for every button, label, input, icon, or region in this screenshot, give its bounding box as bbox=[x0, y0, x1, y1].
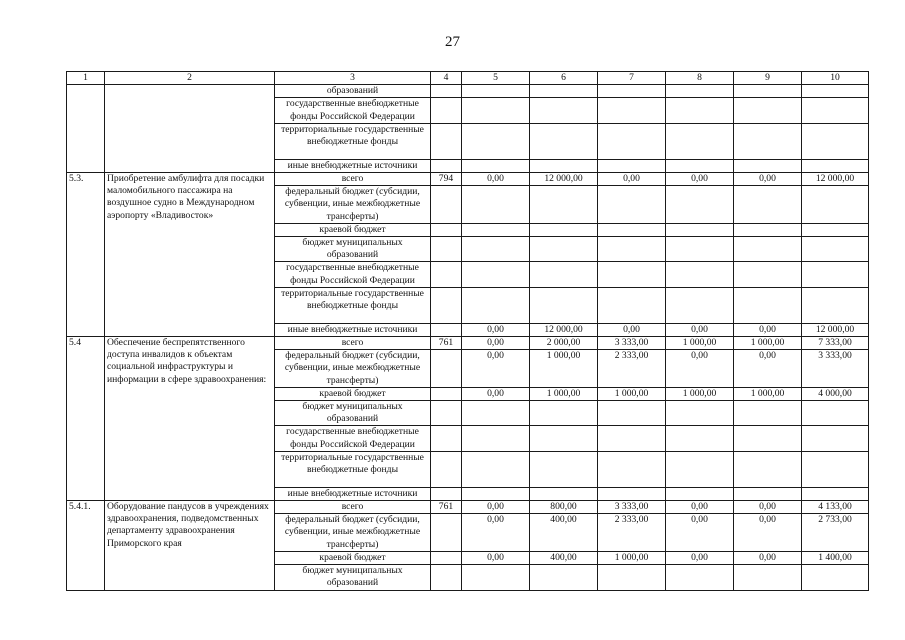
amount-cell bbox=[734, 159, 802, 172]
header-cell: 5 bbox=[462, 72, 530, 85]
amount-value: 0,00 bbox=[691, 514, 708, 526]
amount-cell bbox=[802, 426, 869, 451]
amount-cell bbox=[802, 337, 869, 350]
funding-source-cell: бюджет муниципальных образований bbox=[275, 565, 431, 590]
code-cell bbox=[431, 186, 462, 224]
code-cell bbox=[431, 487, 462, 500]
amount-cell bbox=[734, 426, 802, 451]
amount-cell bbox=[802, 85, 869, 98]
amount-cell bbox=[598, 501, 666, 514]
amount-cell bbox=[598, 287, 666, 323]
amount-cell bbox=[598, 159, 666, 172]
amount-cell bbox=[802, 387, 869, 400]
amount-cell bbox=[666, 262, 734, 287]
amount-cell bbox=[802, 173, 869, 186]
amount-cell bbox=[530, 551, 598, 564]
funding-source-cell: иные внебюджетные источники bbox=[275, 159, 431, 172]
amount-value: 0,00 bbox=[487, 173, 504, 185]
funding-source-cell: иные внебюджетные источники bbox=[275, 487, 431, 500]
amount-cell bbox=[802, 514, 869, 552]
header-cell: 3 bbox=[275, 72, 431, 85]
table-row bbox=[67, 501, 869, 514]
funding-source-cell: государственные внебюджетные фонды Российской Федерации bbox=[275, 262, 431, 287]
amount-cell bbox=[666, 514, 734, 552]
amount-value: 1 000,00 bbox=[546, 350, 581, 362]
item-number-cell: 5.4 bbox=[67, 337, 105, 501]
amount-cell bbox=[462, 186, 530, 224]
amount-cell bbox=[530, 287, 598, 323]
code-cell bbox=[431, 287, 462, 323]
amount-cell bbox=[598, 451, 666, 487]
amount-cell bbox=[666, 287, 734, 323]
amount-value: 0,00 bbox=[487, 387, 504, 399]
amount-value: 12 000,00 bbox=[815, 173, 855, 185]
item-number-cell: 5.3. bbox=[67, 173, 105, 337]
amount-cell bbox=[530, 323, 598, 336]
amount-cell bbox=[802, 287, 869, 323]
amount-cell bbox=[802, 501, 869, 514]
funding-source-cell: всего bbox=[275, 337, 431, 350]
budget-table bbox=[66, 71, 869, 591]
amount-cell bbox=[666, 501, 734, 514]
amount-cell bbox=[462, 401, 530, 426]
amount-cell bbox=[734, 565, 802, 590]
amount-cell bbox=[666, 401, 734, 426]
amount-cell bbox=[734, 337, 802, 350]
amount-value: 0,00 bbox=[759, 173, 776, 185]
amount-value: 12 000,00 bbox=[544, 323, 583, 335]
amount-cell bbox=[462, 262, 530, 287]
amount-cell bbox=[666, 186, 734, 224]
amount-cell bbox=[462, 98, 530, 123]
amount-cell bbox=[530, 451, 598, 487]
amount-value: 0,00 bbox=[487, 323, 504, 335]
amount-cell bbox=[462, 223, 530, 236]
amount-value: 0,00 bbox=[487, 501, 504, 513]
amount-cell bbox=[530, 262, 598, 287]
amount-cell bbox=[598, 98, 666, 123]
header-cell: 9 bbox=[734, 72, 802, 85]
amount-cell bbox=[530, 514, 598, 552]
amount-cell bbox=[462, 387, 530, 400]
amount-cell bbox=[462, 123, 530, 159]
amount-cell bbox=[666, 98, 734, 123]
code-cell bbox=[431, 262, 462, 287]
amount-cell bbox=[462, 323, 530, 336]
amount-cell bbox=[666, 565, 734, 590]
funding-source-cell: территориальные государственные внебюджетные фонды bbox=[275, 287, 431, 323]
code-cell bbox=[431, 350, 462, 388]
amount-cell bbox=[598, 401, 666, 426]
amount-cell bbox=[666, 85, 734, 98]
funding-source-cell: территориальные государственные внебюджетные фонды bbox=[275, 123, 431, 159]
amount-value: 1 000,00 bbox=[682, 337, 717, 349]
amount-cell bbox=[598, 223, 666, 236]
code-cell bbox=[431, 426, 462, 451]
amount-value: 0,00 bbox=[759, 350, 776, 362]
amount-cell bbox=[802, 123, 869, 159]
code-cell bbox=[431, 123, 462, 159]
amount-cell bbox=[734, 186, 802, 224]
amount-cell bbox=[734, 123, 802, 159]
amount-cell bbox=[530, 487, 598, 500]
funding-source-cell: краевой бюджет bbox=[275, 551, 431, 564]
code-cell bbox=[431, 159, 462, 172]
funding-source-cell: государственные внебюджетные фонды Российской Федерации bbox=[275, 98, 431, 123]
amount-cell bbox=[598, 514, 666, 552]
amount-cell bbox=[598, 186, 666, 224]
item-number-cell: 5.4.1. bbox=[67, 501, 105, 590]
amount-cell bbox=[802, 565, 869, 590]
amount-value: 0,00 bbox=[691, 323, 708, 335]
amount-cell bbox=[802, 487, 869, 500]
amount-cell bbox=[530, 426, 598, 451]
amount-cell bbox=[734, 350, 802, 388]
amount-value: 800,00 bbox=[550, 501, 577, 513]
amount-cell bbox=[802, 401, 869, 426]
amount-value: 3 333,00 bbox=[818, 350, 852, 362]
amount-cell bbox=[598, 551, 666, 564]
amount-value: 0,00 bbox=[487, 337, 504, 349]
amount-cell bbox=[802, 451, 869, 487]
amount-cell bbox=[666, 173, 734, 186]
funding-source-cell: иные внебюджетные источники bbox=[275, 323, 431, 336]
amount-value: 0,00 bbox=[487, 551, 504, 563]
amount-cell bbox=[598, 350, 666, 388]
amount-cell bbox=[530, 223, 598, 236]
code-cell: 794 bbox=[431, 173, 462, 186]
amount-cell bbox=[598, 262, 666, 287]
amount-value: 1 000,00 bbox=[750, 387, 785, 399]
code-cell bbox=[431, 551, 462, 564]
amount-cell bbox=[802, 551, 869, 564]
funding-source-cell: федеральный бюджет (субсидии, субвенции, иные межбюджетные трансферты) bbox=[275, 514, 431, 552]
amount-cell bbox=[734, 85, 802, 98]
funding-source-cell: территориальные государственные внебюджетные фонды bbox=[275, 451, 431, 487]
amount-cell bbox=[734, 98, 802, 123]
amount-cell bbox=[666, 159, 734, 172]
amount-cell bbox=[666, 237, 734, 262]
table-row bbox=[67, 85, 869, 98]
amount-cell bbox=[462, 565, 530, 590]
amount-cell bbox=[734, 451, 802, 487]
amount-value: 0,00 bbox=[759, 501, 776, 513]
item-number-cell bbox=[67, 85, 105, 173]
amount-cell bbox=[734, 487, 802, 500]
funding-source-cell: федеральный бюджет (субсидии, субвенции, иные межбюджетные трансферты) bbox=[275, 350, 431, 388]
amount-cell bbox=[598, 323, 666, 336]
table-row bbox=[67, 173, 869, 186]
amount-cell bbox=[530, 186, 598, 224]
amount-cell bbox=[802, 159, 869, 172]
amount-value: 1 000,00 bbox=[750, 337, 785, 349]
amount-cell bbox=[598, 387, 666, 400]
amount-cell bbox=[598, 123, 666, 159]
code-cell bbox=[431, 565, 462, 590]
amount-cell bbox=[530, 237, 598, 262]
amount-cell bbox=[462, 514, 530, 552]
item-name-cell: Обеспечение беспрепятственного доступа инвалидов к объектам социальной инфраструктуры и информации в сфере здравоохранения: bbox=[105, 337, 275, 501]
funding-source-cell: бюджет муниципальных образований bbox=[275, 401, 431, 426]
header-cell: 1 bbox=[67, 72, 105, 85]
amount-cell bbox=[462, 337, 530, 350]
amount-cell bbox=[598, 487, 666, 500]
item-name-cell bbox=[105, 85, 275, 173]
amount-value: 4 000,00 bbox=[818, 387, 852, 399]
amount-value: 0,00 bbox=[487, 350, 504, 362]
amount-cell bbox=[462, 173, 530, 186]
amount-value: 1 000,00 bbox=[614, 387, 649, 399]
amount-cell bbox=[734, 387, 802, 400]
amount-cell bbox=[530, 159, 598, 172]
header-cell: 8 bbox=[666, 72, 734, 85]
amount-cell bbox=[598, 237, 666, 262]
amount-value: 12 000,00 bbox=[815, 323, 855, 335]
amount-cell bbox=[598, 85, 666, 98]
amount-cell bbox=[530, 387, 598, 400]
amount-value: 0,00 bbox=[691, 173, 708, 185]
amount-cell bbox=[530, 565, 598, 590]
amount-cell bbox=[462, 85, 530, 98]
funding-source-cell: бюджет муниципальных образований bbox=[275, 237, 431, 262]
amount-cell bbox=[802, 350, 869, 388]
amount-cell bbox=[462, 451, 530, 487]
amount-value: 0,00 bbox=[691, 551, 708, 563]
amount-cell bbox=[666, 551, 734, 564]
funding-source-cell: всего bbox=[275, 501, 431, 514]
amount-cell bbox=[734, 262, 802, 287]
code-cell: 761 bbox=[431, 501, 462, 514]
amount-cell bbox=[530, 337, 598, 350]
amount-cell bbox=[462, 350, 530, 388]
amount-value: 2 000,00 bbox=[546, 337, 581, 349]
funding-source-cell: всего bbox=[275, 173, 431, 186]
code-cell bbox=[431, 98, 462, 123]
page-number: 27 bbox=[445, 34, 460, 50]
amount-cell bbox=[666, 323, 734, 336]
amount-value: 0,00 bbox=[623, 323, 640, 335]
code-cell: 761 bbox=[431, 337, 462, 350]
amount-cell bbox=[666, 426, 734, 451]
amount-value: 1 000,00 bbox=[614, 551, 649, 563]
code-cell bbox=[431, 451, 462, 487]
amount-value: 0,00 bbox=[623, 173, 640, 185]
amount-value: 0,00 bbox=[487, 514, 504, 526]
funding-source-cell: государственные внебюджетные фонды Российской Федерации bbox=[275, 426, 431, 451]
item-name-cell: Оборудование пандусов в учреждениях здравоохранения, подведомственных департаменту здравоохранения Приморского края bbox=[105, 501, 275, 590]
code-cell bbox=[431, 223, 462, 236]
header-cell: 7 bbox=[598, 72, 666, 85]
amount-cell bbox=[598, 426, 666, 451]
funding-source-cell: федеральный бюджет (субсидии, субвенции, иные межбюджетные трансферты) bbox=[275, 186, 431, 224]
amount-cell bbox=[598, 565, 666, 590]
amount-value: 400,00 bbox=[550, 514, 577, 526]
funding-source-cell: краевой бюджет bbox=[275, 387, 431, 400]
amount-cell bbox=[530, 401, 598, 426]
funding-source-cell: образований bbox=[275, 85, 431, 98]
amount-value: 0,00 bbox=[691, 350, 708, 362]
amount-cell bbox=[666, 487, 734, 500]
amount-value: 3 333,00 bbox=[614, 337, 649, 349]
code-cell bbox=[431, 401, 462, 426]
amount-cell bbox=[666, 451, 734, 487]
header-cell: 2 bbox=[105, 72, 275, 85]
amount-cell bbox=[666, 223, 734, 236]
amount-value: 0,00 bbox=[759, 514, 776, 526]
amount-cell bbox=[734, 287, 802, 323]
amount-value: 400,00 bbox=[550, 551, 577, 563]
amount-cell bbox=[462, 487, 530, 500]
amount-cell bbox=[734, 501, 802, 514]
amount-cell bbox=[530, 85, 598, 98]
amount-value: 4 133,00 bbox=[818, 501, 852, 513]
code-cell bbox=[431, 387, 462, 400]
item-name-cell: Приобретение амбулифта для посадки маломобильного пассажира на воздушное судно в Международном аэропорту «Владивосток» bbox=[105, 173, 275, 337]
amount-cell bbox=[462, 159, 530, 172]
amount-cell bbox=[734, 401, 802, 426]
amount-cell bbox=[734, 514, 802, 552]
amount-value: 0,00 bbox=[759, 551, 776, 563]
amount-value: 1 000,00 bbox=[546, 387, 581, 399]
amount-cell bbox=[734, 223, 802, 236]
amount-cell bbox=[666, 387, 734, 400]
code-cell bbox=[431, 323, 462, 336]
amount-value: 2 333,00 bbox=[614, 350, 649, 362]
funding-source-cell: краевой бюджет bbox=[275, 223, 431, 236]
amount-value: 7 333,00 bbox=[818, 337, 852, 349]
header-cell: 4 bbox=[431, 72, 462, 85]
amount-cell bbox=[462, 237, 530, 262]
amount-cell bbox=[530, 173, 598, 186]
header-cell: 10 bbox=[802, 72, 869, 85]
amount-cell bbox=[462, 501, 530, 514]
amount-cell bbox=[530, 123, 598, 159]
amount-cell bbox=[734, 173, 802, 186]
amount-cell bbox=[598, 337, 666, 350]
amount-cell bbox=[462, 551, 530, 564]
header-cell: 6 bbox=[530, 72, 598, 85]
amount-cell bbox=[802, 98, 869, 123]
amount-value: 12 000,00 bbox=[544, 173, 583, 185]
table-row bbox=[67, 337, 869, 350]
amount-value: 0,00 bbox=[759, 323, 776, 335]
amount-cell bbox=[734, 237, 802, 262]
amount-cell bbox=[734, 323, 802, 336]
amount-cell bbox=[802, 237, 869, 262]
amount-cell bbox=[530, 350, 598, 388]
amount-value: 2 333,00 bbox=[614, 514, 649, 526]
amount-value: 1 400,00 bbox=[818, 551, 852, 563]
amount-cell bbox=[462, 287, 530, 323]
code-cell bbox=[431, 237, 462, 262]
amount-cell bbox=[666, 337, 734, 350]
amount-cell bbox=[734, 551, 802, 564]
amount-cell bbox=[462, 426, 530, 451]
amount-cell bbox=[802, 262, 869, 287]
amount-cell bbox=[666, 123, 734, 159]
amount-cell bbox=[598, 173, 666, 186]
amount-cell bbox=[802, 223, 869, 236]
amount-value: 3 333,00 bbox=[614, 501, 649, 513]
amount-cell bbox=[530, 501, 598, 514]
amount-cell bbox=[530, 98, 598, 123]
amount-cell bbox=[666, 350, 734, 388]
amount-value: 2 733,00 bbox=[818, 514, 852, 526]
code-cell bbox=[431, 514, 462, 552]
amount-cell bbox=[802, 186, 869, 224]
table-body bbox=[67, 85, 869, 590]
amount-value: 0,00 bbox=[691, 501, 708, 513]
header-row bbox=[67, 72, 869, 85]
amount-cell bbox=[802, 323, 869, 336]
code-cell bbox=[431, 85, 462, 98]
amount-value: 1 000,00 bbox=[682, 387, 717, 399]
